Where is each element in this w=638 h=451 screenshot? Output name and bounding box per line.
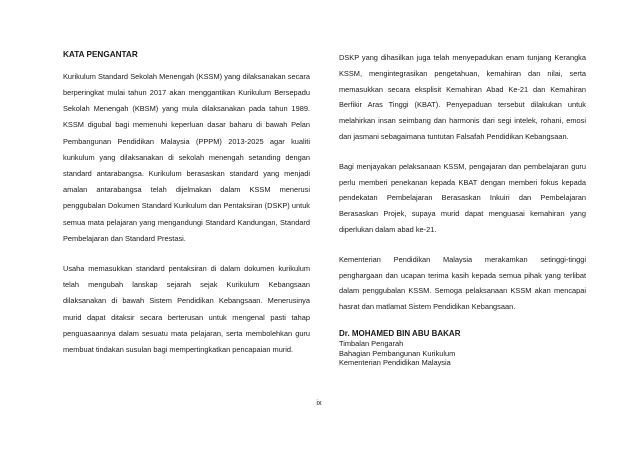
signatory-name: Dr. MOHAMED BIN ABU BAKAR [339,328,461,338]
paragraph-kbat: Bagi menjayakan pelaksanaan KSSM, pengajaran dan pembelajaran guru perlu memberi penekanan kepada KBAT dengan memberi fokus kepada pendekatan Pembelajaran Berasaskan Inkuiri dan Pembelajaran Berasaskan Projek, supaya murid dapat menguasai kemahiran yang diperlukan dalam abad ke-21. [339,161,586,234]
signatory-division: Bahagian Pembangunan Kurikulum [339,348,456,358]
paragraph-dskp: DSKP yang dihasilkan juga telah menyepadukan enam tunjang Kerangka KSSM, mengintegrasikan pengetahuan, kemahiran dan nilai, serta memasukkan secara eksplisit Kemahiran Abad Ke-21 dan Kemahiran Berfikir Aras Tinggi (KBAT). Penyepaduan tersebut dilakukan untuk melahirkan insan seimbang dan harmonis dari segi intelek, rohani, emosi dan jasmani sebagaimana tuntutan Falsafah Pendidikan Kebangsaan. [339,53,586,141]
page-title: KATA PENGANTAR [63,50,138,59]
paragraph-kssm-intro: Kurikulum Standard Sekolah Menengah (KSSM) yang dilaksanakan secara berperingkat mulai tahun 2017 akan menggantikan Kurikulum Bersepadu Sekolah Menengah (KBSM) yang mula dilaksanakan pada tahun 1989. KSSM digubal bagi memenuhi keperluan dasar baharu di bawah Pelan Pembangunan Pendidikan Malaysia (PPPM) 2013-2025 agar kualiti kurikulum yang dilaksanakan di sekolah menengah setanding dengan standard antarabangsa. Kurikulum berasaskan standard yang menjadi amalan antarabangsa telah dijelmakan dalam KSSM menerusi penggubalan Dokumen Standard Kurikulum dan Pentaksiran (DSKP) untuk semua mata pelajaran yang mengandungi Standard Kandungan, Standard Pembelajaran dan Standard Prestasi. [63,71,310,243]
page-number: ix [316,398,322,407]
left-column [63,50,310,372]
signature-block [339,329,586,368]
paragraph-assessment: Usaha memasukkan standard pentaksiran di dalam dokumen kurikulum telah mengubah lanskap sejarah sejak Kurikulum Kebangsaan dilaksanakan di bawah Sistem Pendidikan Kebangsaan. Menerusinya murid dapat ditaksir secara berterusan untuk mengenal pasti tahap penguasaannya dalam sesuatu mata pelajaran, serta membolehkan guru membuat tindakan susulan bagi mempertingkatkan pencapaian murid. [63,264,310,355]
right-column [339,50,586,368]
signatory-ministry: Kementerian Pendidikan Malaysia [339,358,451,368]
signatory-title: Timbalan Pengarah [339,338,404,348]
paragraph-appreciation: Kementerian Pendidikan Malaysia merakamkan setinggi-tinggi penghargaan dan ucapan terima kasih kepada semua pihak yang terlibat dalam penggubalan KSSM. Semoga pelaksanaan KSSM akan mencapai hasrat dan matlamat Sistem Pendidikan Kebangsaan. [339,254,586,312]
